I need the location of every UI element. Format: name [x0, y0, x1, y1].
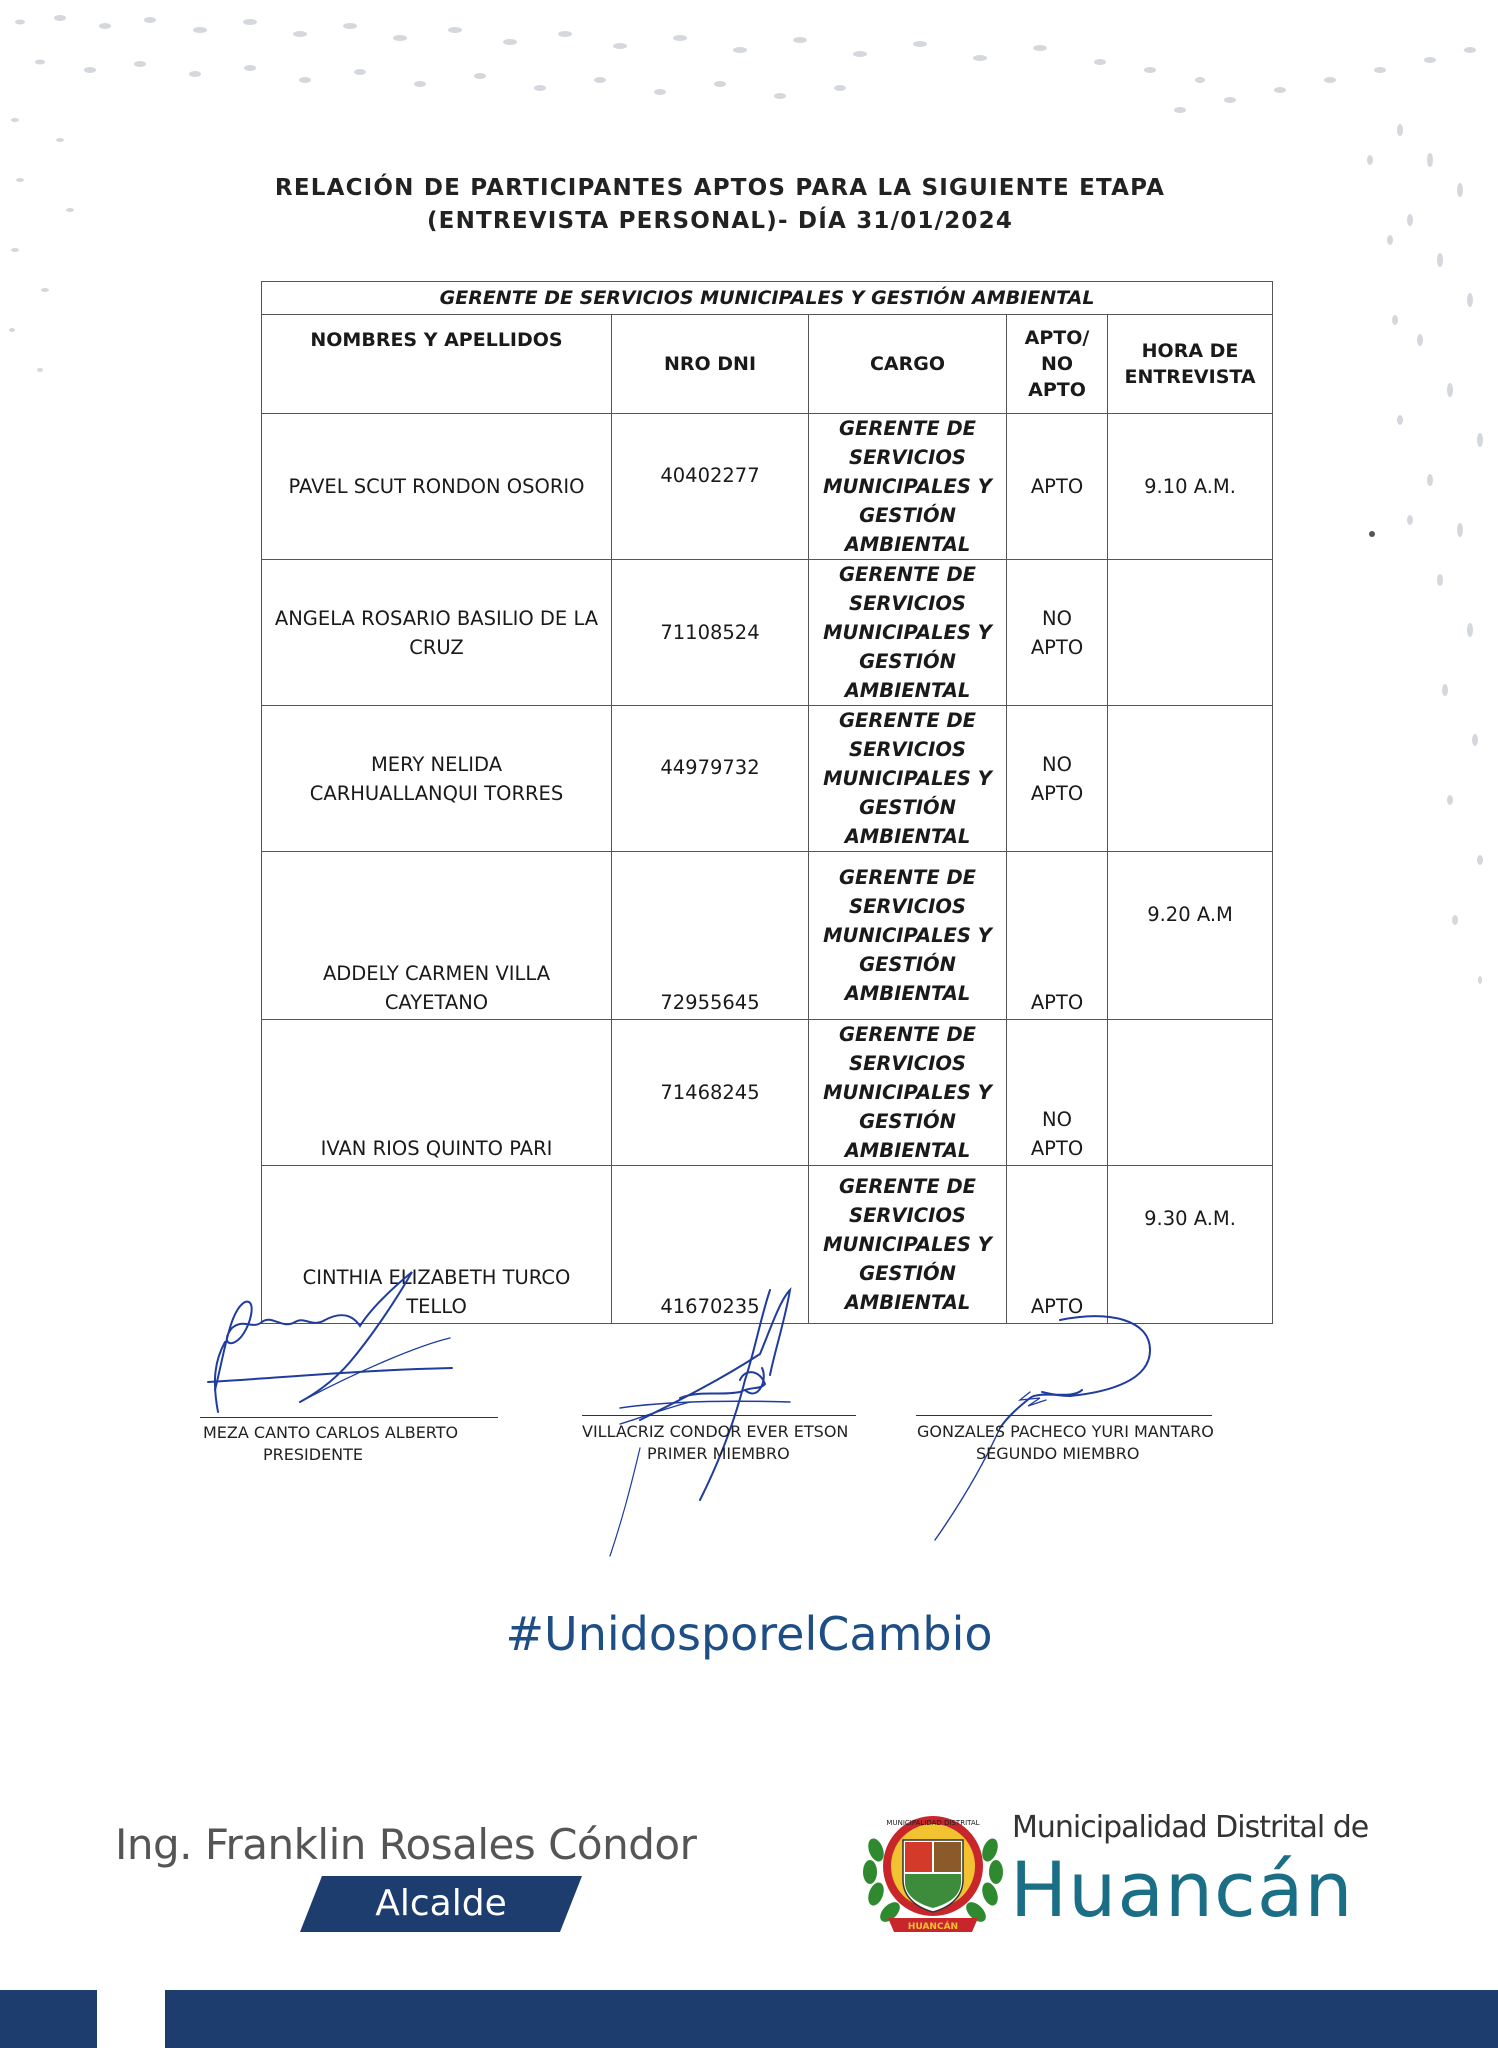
participant-dni: 71468245 — [612, 1020, 809, 1166]
cargo-line: AMBIENTAL — [844, 982, 971, 1005]
table-row — [262, 706, 1273, 852]
cargo-line: MUNICIPALES Y — [823, 924, 992, 947]
table-row — [262, 852, 1273, 1020]
cargo-line: AMBIENTAL — [844, 533, 971, 556]
header-apto-line-2: NO — [1040, 353, 1074, 375]
participant-hora: 9.30 A.M. — [1108, 1166, 1273, 1324]
campaign-hashtag: #UnidosporelCambio — [505, 1607, 993, 1661]
cargo-line: AMBIENTAL — [844, 825, 971, 848]
participants-table — [261, 281, 1273, 1324]
signature-block — [0, 1250, 1498, 1570]
cargo-line: SERVICIOS — [849, 1204, 966, 1227]
participant-apto: NO APTO — [1007, 560, 1108, 706]
cargo-line: MUNICIPALES Y — [823, 1233, 992, 1256]
cargo-line: GERENTE DE — [839, 563, 976, 586]
mayor-title: Alcalde — [375, 1883, 507, 1924]
participant-name: ANGELA ROSARIO BASILIO DE LA CRUZ — [262, 560, 612, 706]
signatory-name: GONZALES PACHECO YURI MANTARO — [917, 1422, 1214, 1441]
participant-dni: 72955645 — [612, 852, 809, 1020]
participant-cargo — [809, 1020, 1007, 1166]
signatory-name: MEZA CANTO CARLOS ALBERTO — [203, 1423, 459, 1442]
cargo-line: GERENTE DE — [839, 1175, 976, 1198]
participant-name: IVAN RIOS QUINTO PARI — [262, 1020, 612, 1166]
title-line-1: RELACIÓN DE PARTICIPANTES APTOS PARA LA SIGUIENTE ETAPA — [274, 175, 1166, 201]
cargo-line: AMBIENTAL — [844, 1291, 971, 1314]
signatory-role: PRESIDENTE — [263, 1445, 364, 1464]
signatory-name: VILLACRIZ CONDOR EVER ETSON — [582, 1422, 849, 1441]
cargo-line: SERVICIOS — [849, 895, 966, 918]
cargo-line: AMBIENTAL — [844, 679, 971, 702]
cargo-line: GERENTE DE — [839, 1023, 976, 1046]
table-header-row — [262, 315, 1273, 414]
cargo-line: SERVICIOS — [849, 1052, 966, 1075]
signature-line — [582, 1415, 856, 1416]
participant-apto: NO APTO — [1007, 1020, 1108, 1166]
participant-apto: APTO — [1007, 852, 1108, 1020]
participant-apto: APTO — [1007, 414, 1108, 560]
header-hora-line-1: HORA DE — [1141, 340, 1239, 362]
handwritten-signatures — [0, 1250, 1498, 1570]
participant-dni: 71108524 — [612, 560, 809, 706]
cargo-line: GERENTE DE — [839, 417, 976, 440]
crest-top-text: MUNICIPALIDAD DISTRITAL — [886, 1819, 980, 1827]
header-cargo: CARGO — [809, 315, 1007, 414]
participant-name: ADDELY CARMEN VILLA CAYETANO — [262, 852, 612, 1020]
header-apto-line-3: APTO — [1028, 379, 1086, 401]
municipality-label: Municipalidad Distrital de — [1012, 1810, 1369, 1845]
cargo-line: MUNICIPALES Y — [823, 621, 992, 644]
participant-name: MERY NELIDA CARHUALLANQUI TORRES — [262, 706, 612, 852]
signature-line — [200, 1417, 498, 1418]
cargo-line: GESTIÓN — [859, 1110, 956, 1133]
crest-banner-text: HUANCÁN — [907, 1922, 959, 1932]
header-apto-line-1: APTO/ — [1024, 327, 1090, 349]
cargo-line: GESTIÓN — [859, 1262, 956, 1285]
signatory-role: PRIMER MIEMBRO — [647, 1444, 790, 1463]
document-title — [200, 172, 1240, 238]
table-row — [262, 414, 1273, 560]
cargo-line: SERVICIOS — [849, 738, 966, 761]
participant-hora — [1108, 1020, 1273, 1166]
header-dni: NRO DNI — [612, 315, 809, 414]
participant-apto: APTO — [1007, 1166, 1108, 1324]
cargo-line: MUNICIPALES Y — [823, 767, 992, 790]
cargo-line: GERENTE DE — [839, 709, 976, 732]
table-row — [262, 560, 1273, 706]
participant-hora: 9.20 A.M — [1108, 852, 1273, 1020]
municipality-crest-icon — [858, 1800, 1008, 1940]
participant-cargo — [809, 706, 1007, 852]
cargo-line: SERVICIOS — [849, 446, 966, 469]
mayor-name: Ing. Franklin Rosales Cóndor — [115, 1820, 697, 1869]
signature-line — [916, 1415, 1212, 1416]
section-header: GERENTE DE SERVICIOS MUNICIPALES Y GESTIÓN AMBIENTAL — [262, 282, 1273, 315]
header-hora — [1108, 315, 1273, 414]
participant-cargo — [809, 852, 1007, 1020]
participant-name: CINTHIA ELIZABETH TURCO TELLO — [262, 1166, 612, 1324]
table-row — [262, 1020, 1273, 1166]
cargo-line: MUNICIPALES Y — [823, 475, 992, 498]
header-apto — [1007, 315, 1108, 414]
municipality-name: Huancán — [1010, 1845, 1354, 1934]
participant-cargo — [809, 560, 1007, 706]
footer-bar-left — [0, 1990, 97, 2048]
title-line-2: (ENTREVISTA PERSONAL)- DÍA 31/01/2024 — [426, 208, 1014, 234]
participant-hora: 9.10 A.M. — [1108, 414, 1273, 560]
participant-dni: 41670235 — [612, 1166, 809, 1324]
footer-bar-right — [165, 1990, 1498, 2048]
participant-dni: 44979732 — [612, 706, 809, 852]
cargo-line: GESTIÓN — [859, 953, 956, 976]
participant-apto: NO APTO — [1007, 706, 1108, 852]
cargo-line: GERENTE DE — [839, 866, 976, 889]
signatory-role: SEGUNDO MIEMBRO — [976, 1444, 1140, 1463]
cargo-line: GESTIÓN — [859, 504, 956, 527]
cargo-line: GESTIÓN — [859, 796, 956, 819]
cargo-line: AMBIENTAL — [844, 1139, 971, 1162]
participant-cargo — [809, 414, 1007, 560]
participant-hora — [1108, 560, 1273, 706]
cargo-line: SERVICIOS — [849, 592, 966, 615]
cargo-line: GESTIÓN — [859, 650, 956, 673]
participant-hora — [1108, 706, 1273, 852]
participant-name: PAVEL SCUT RONDON OSORIO — [262, 414, 612, 560]
participant-dni: 40402277 — [612, 414, 809, 560]
cargo-line: MUNICIPALES Y — [823, 1081, 992, 1104]
header-name: NOMBRES Y APELLIDOS — [262, 315, 612, 414]
header-hora-line-2: ENTREVISTA — [1124, 366, 1256, 388]
